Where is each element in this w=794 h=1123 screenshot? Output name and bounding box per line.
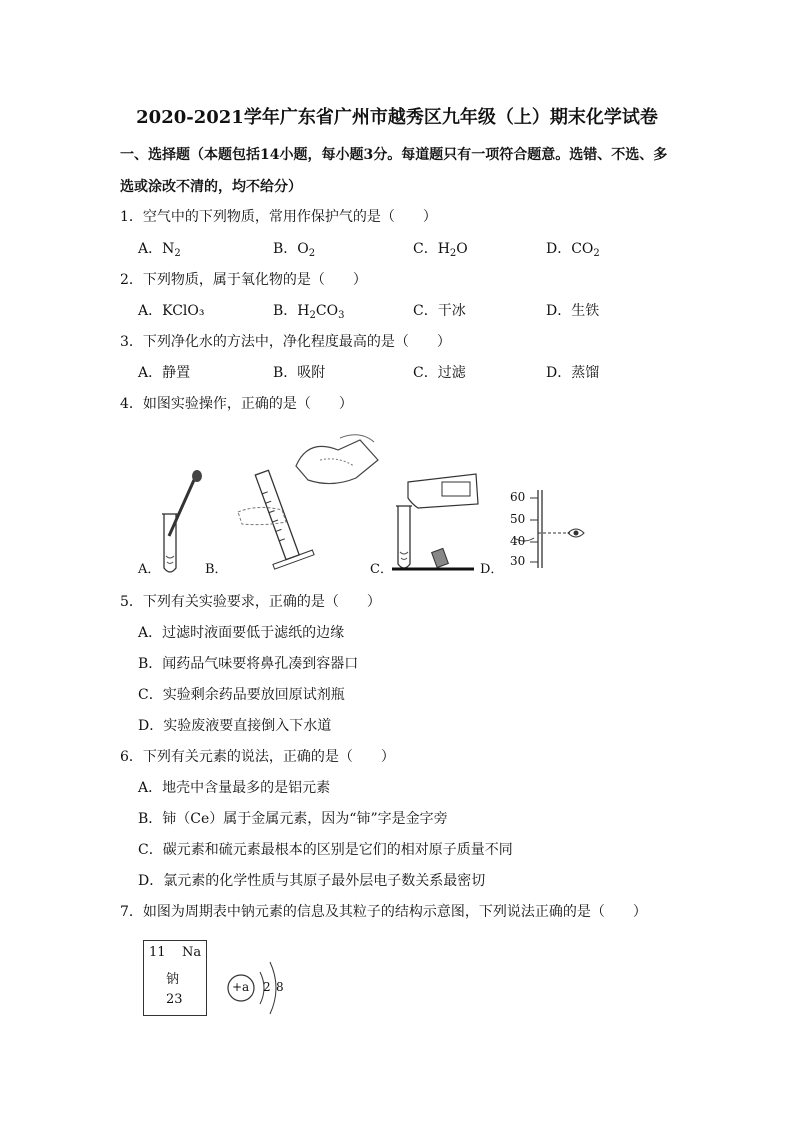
q5-option-d: D．实验废液要直接倒入下水道 xyxy=(138,718,332,734)
q2-option-c: C．干冰 xyxy=(413,303,466,319)
element-name: 钠 xyxy=(166,972,180,987)
atomic-number: 11 xyxy=(149,945,166,960)
q6-option-d: D．氯元素的化学性质与其原子最外层电子数关系最密切 xyxy=(138,873,486,889)
q5-option-b: B．闻药品气味要将鼻孔凑到容器口 xyxy=(138,656,359,672)
page-title: 2020-2021学年广东省广州市越秀区九年级（上）期末化学试卷 xyxy=(136,107,658,128)
figure-b-pouring-cylinder xyxy=(228,430,388,575)
figure-label-b: B． xyxy=(205,562,228,577)
q3-option-b: B．吸附 xyxy=(273,365,326,381)
q6-stem: 6．下列有关元素的说法，正确的是（ ） xyxy=(120,749,395,765)
q3-option-c: C．过滤 xyxy=(413,365,466,381)
periodic-table-cell xyxy=(143,940,207,1016)
figure-c-solid-tube xyxy=(390,468,490,573)
shell-2-electrons: 8 xyxy=(276,980,284,994)
q3-stem: 3．下列净化水的方法中，净化程度最高的是（ ） xyxy=(120,334,451,350)
nucleus-charge: +a xyxy=(232,980,250,994)
figure-label-a: A． xyxy=(138,562,161,577)
q6-option-b: B．铈（Ce）属于金属元素，因为“铈”字是金字旁 xyxy=(138,811,448,827)
atomic-mass: 23 xyxy=(166,992,183,1007)
q7-stem: 7．如图为周期表中钠元素的信息及其粒子的结构示意图，下列说法正确的是（ ） xyxy=(120,904,647,920)
section-heading-line1: 一、选择题（本题包括14小题，每小题3分。每道题只有一项符合题意。选错、不选、多 xyxy=(120,147,668,163)
q1-option-d: D．$CO_2$ xyxy=(546,241,600,259)
q1-option-b: B．$O_2$ xyxy=(273,241,316,259)
q3-option-a: A．静置 xyxy=(138,365,191,381)
scale-tick-40: 40 xyxy=(510,534,526,548)
figure-label-d: D． xyxy=(480,562,504,577)
q1-option-a: A．$N_2$ xyxy=(138,241,181,259)
q2-option-d: D．生铁 xyxy=(546,303,600,319)
q1-stem: 1．空气中的下列物质，常用作保护气的是（ ） xyxy=(120,209,437,225)
section-heading-line2: 选或涂改不清的，均不给分） xyxy=(120,179,302,195)
figure-label-c: C． xyxy=(370,562,393,577)
q3-option-d: D．蒸馏 xyxy=(546,365,600,381)
q5-option-a: A．过滤时液面要低于滤纸的边缘 xyxy=(138,625,345,641)
scale-tick-60: 60 xyxy=(510,490,526,504)
q5-option-c: C．实验剩余药品要放回原试剂瓶 xyxy=(138,687,345,703)
q2-option-b: B．$H_2CO_3$ xyxy=(273,303,345,321)
q2-option-a: A．KClO₃ xyxy=(138,303,205,319)
element-symbol: Na xyxy=(182,945,202,960)
scale-tick-30: 30 xyxy=(510,554,526,568)
q6-option-c: C．碳元素和硫元素最根本的区别是它们的相对原子质量不同 xyxy=(138,842,513,858)
q4-stem: 4．如图实验操作，正确的是（ ） xyxy=(120,396,353,412)
q1-option-c: C．$H_2O$ xyxy=(413,241,468,259)
shell-1-electrons: 2 xyxy=(263,980,271,994)
q2-stem: 2．下列物质，属于氧化物的是（ ） xyxy=(120,272,367,288)
q5-stem: 5．下列有关实验要求，正确的是（ ） xyxy=(120,594,381,610)
scale-tick-50: 50 xyxy=(510,512,526,526)
q6-option-a: A．地壳中含量最多的是铝元素 xyxy=(138,780,331,796)
